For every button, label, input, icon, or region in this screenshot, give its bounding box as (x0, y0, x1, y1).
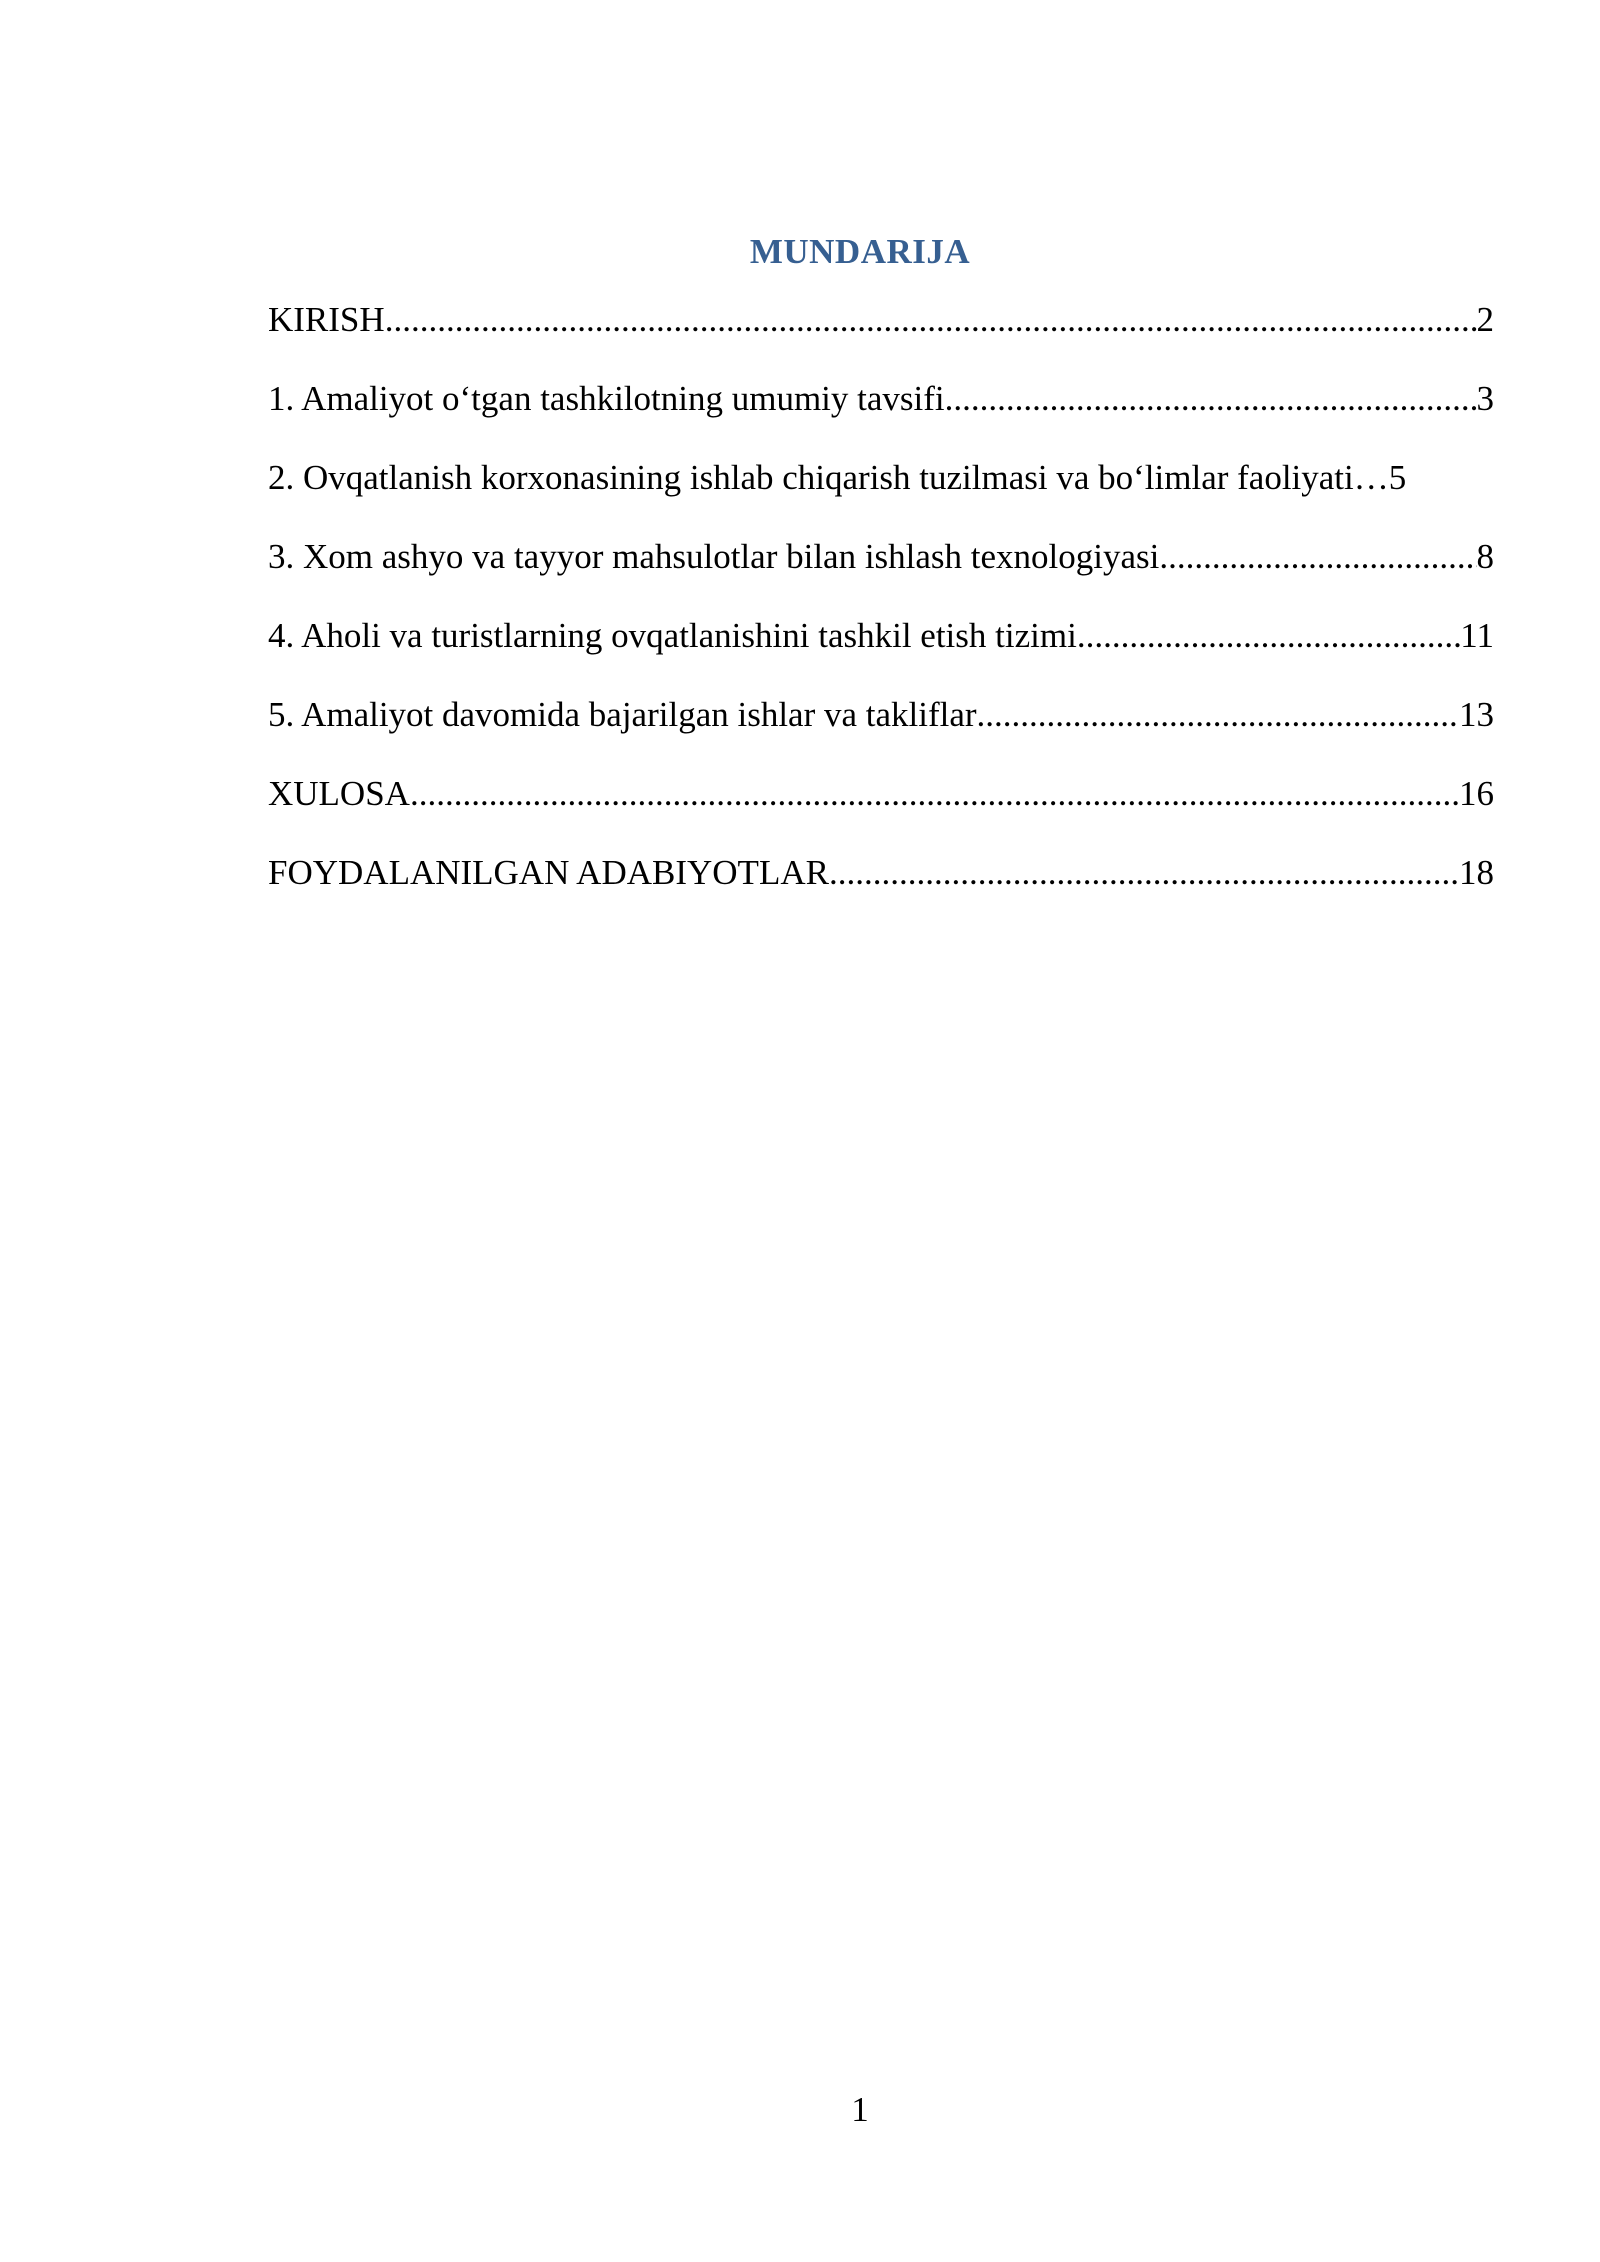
toc-entry-kirish[interactable] (268, 295, 1494, 374)
toc-entry-section-2[interactable] (268, 453, 1494, 532)
toc-entry-page: 5 (1388, 458, 1407, 497)
toc-entry-page: 13 (1459, 695, 1494, 734)
toc-entry-label: 5. Amaliyot davomida bajarilgan ishlar va takliflar (268, 695, 977, 734)
toc-dot-leader (1077, 611, 1460, 661)
toc-entry-section-1[interactable] (268, 374, 1494, 453)
toc-entry-label: 2. Ovqatlanish korxonasining ishlab chiqarish tuzilmasi va bo‘limlar faoliyati (268, 458, 1354, 497)
toc-dot-leader (1354, 453, 1389, 503)
toc-entry-page: 11 (1460, 616, 1494, 655)
toc-entry-page: 8 (1476, 537, 1494, 576)
toc-entry-label: 1. Amaliyot o‘tgan tashkilotning umumiy tavsifi (268, 379, 945, 418)
toc-entry-label: 3. Xom ashyo va tayyor mahsulotlar bilan ishlash texnologiyasi (268, 537, 1160, 576)
toc-title: MUNDARIJA (749, 232, 971, 271)
toc-entry-page: 3 (1476, 379, 1494, 418)
toc-entry-references[interactable] (268, 848, 1494, 927)
toc-entry-page: 2 (1476, 300, 1494, 339)
toc-entry-label: FOYDALANILGAN ADABIYOTLAR (268, 853, 829, 892)
toc-entry-section-5[interactable] (268, 690, 1494, 769)
toc-entry-page: 16 (1459, 774, 1494, 813)
toc-dot-leader (977, 690, 1459, 740)
table-of-contents (268, 295, 1494, 927)
toc-entry-label: KIRISH (268, 300, 385, 339)
toc-dot-leader (829, 848, 1459, 898)
page-number: 1 (851, 2090, 869, 2129)
toc-entry-label: 4. Aholi va turistlarning ovqatlanishini tashkil etish tizimi (268, 616, 1077, 655)
toc-entry-section-4[interactable] (268, 611, 1494, 690)
toc-dot-leader (945, 374, 1477, 424)
toc-dot-leader (385, 295, 1477, 345)
toc-dot-leader (1159, 532, 1476, 582)
toc-dot-leader (410, 769, 1459, 819)
toc-entry-section-3[interactable] (268, 532, 1494, 611)
toc-entry-page: 18 (1459, 853, 1494, 892)
toc-entry-xulosa[interactable] (268, 769, 1494, 848)
toc-entry-label: XULOSA (268, 774, 410, 813)
